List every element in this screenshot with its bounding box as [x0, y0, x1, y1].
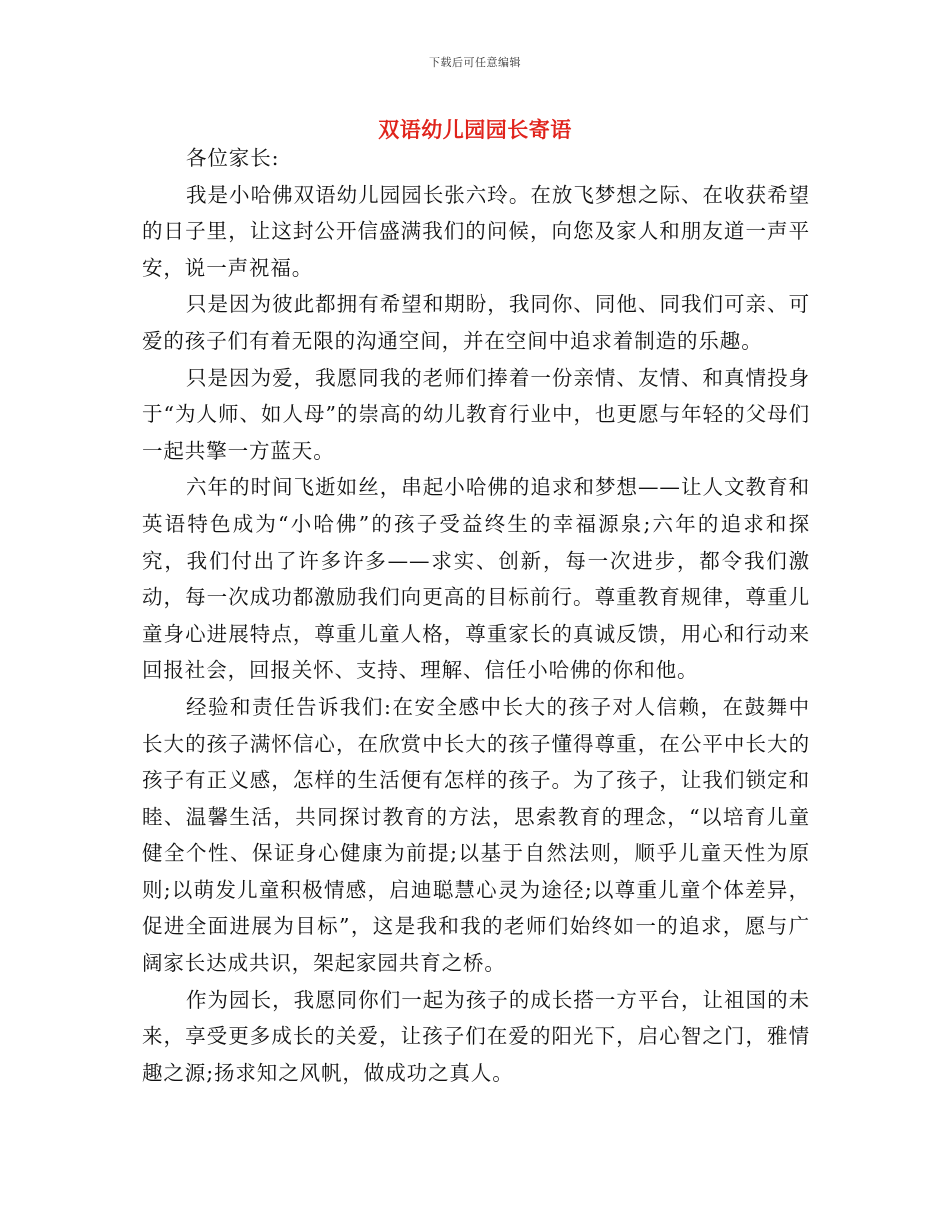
paragraph: 只是因为彼此都拥有希望和期盼，我同你、同他、同我们可亲、可爱的孩子们有着无限的沟通空间，并在空间中追求着制造的乐趣。	[142, 292, 810, 353]
paragraph: 作为园长，我愿同你们一起为孩子的成长搭一方平台，让祖国的未来，享受更多成长的关爱，让孩子们在爱的阳光下，启心智之门，雅情趣之源;扬求知之风帆，做成功之真人。	[142, 987, 810, 1085]
paragraph: 只是因为爱，我愿同我的老师们捧着一份亲情、友情、和真情投身于“为人师、如人母”的崇高的幼儿教育行业中，也更愿与年轻的父母们一起共擎一方蓝天。	[142, 365, 810, 463]
greeting: 各位家长:	[186, 146, 280, 170]
paragraph: 六年的时间飞逝如丝，串起小哈佛的追求和梦想——让人文教育和英语特色成为“小哈佛”的孩子受益终生的幸福源泉;六年的追求和探究，我们付出了许多许多——求实、创新，每一次进步，都令我们激动，每一次成功都激励我们向更高的目标前行。尊重教育规律，尊重儿童身心进展特点，尊重儿童人格，尊重家长的真诚反馈，用心和行动来回报社会，回报关怀、支持、理解、信任小哈佛的你和他。	[142, 475, 810, 683]
paragraph: 经验和责任告诉我们:在安全感中长大的孩子对人信赖，在鼓舞中长大的孩子满怀信心，在欣赏中长大的孩子懂得尊重，在公平中长大的孩子有正义感，怎样的生活便有怎样的孩子。为了孩子，让我们锁定和睦、温馨生活，共同探讨教育的方法，思索教育的理念，“以培育儿童健全个性、保证身心健康为前提;以基于自然法则，顺乎儿童天性为原则;以萌发儿童积极情感，启迪聪慧心灵为途径;以尊重儿童个体差异，促进全面进展为目标”，这是我和我的老师们始终如一的追求，愿与广阔家长达成共识，架起家园共育之桥。	[142, 694, 810, 976]
document-title: 双语幼儿园园长寄语	[378, 118, 572, 142]
paragraph: 我是小哈佛双语幼儿园园长张六玲。在放飞梦想之际、在收获希望的日子里，让这封公开信盛满我们的问候，向您及家人和朋友道一声平安，说一声祝福。	[142, 182, 810, 280]
document-body	[142, 140, 810, 1091]
header-note: 下载后可任意编辑	[429, 56, 521, 69]
